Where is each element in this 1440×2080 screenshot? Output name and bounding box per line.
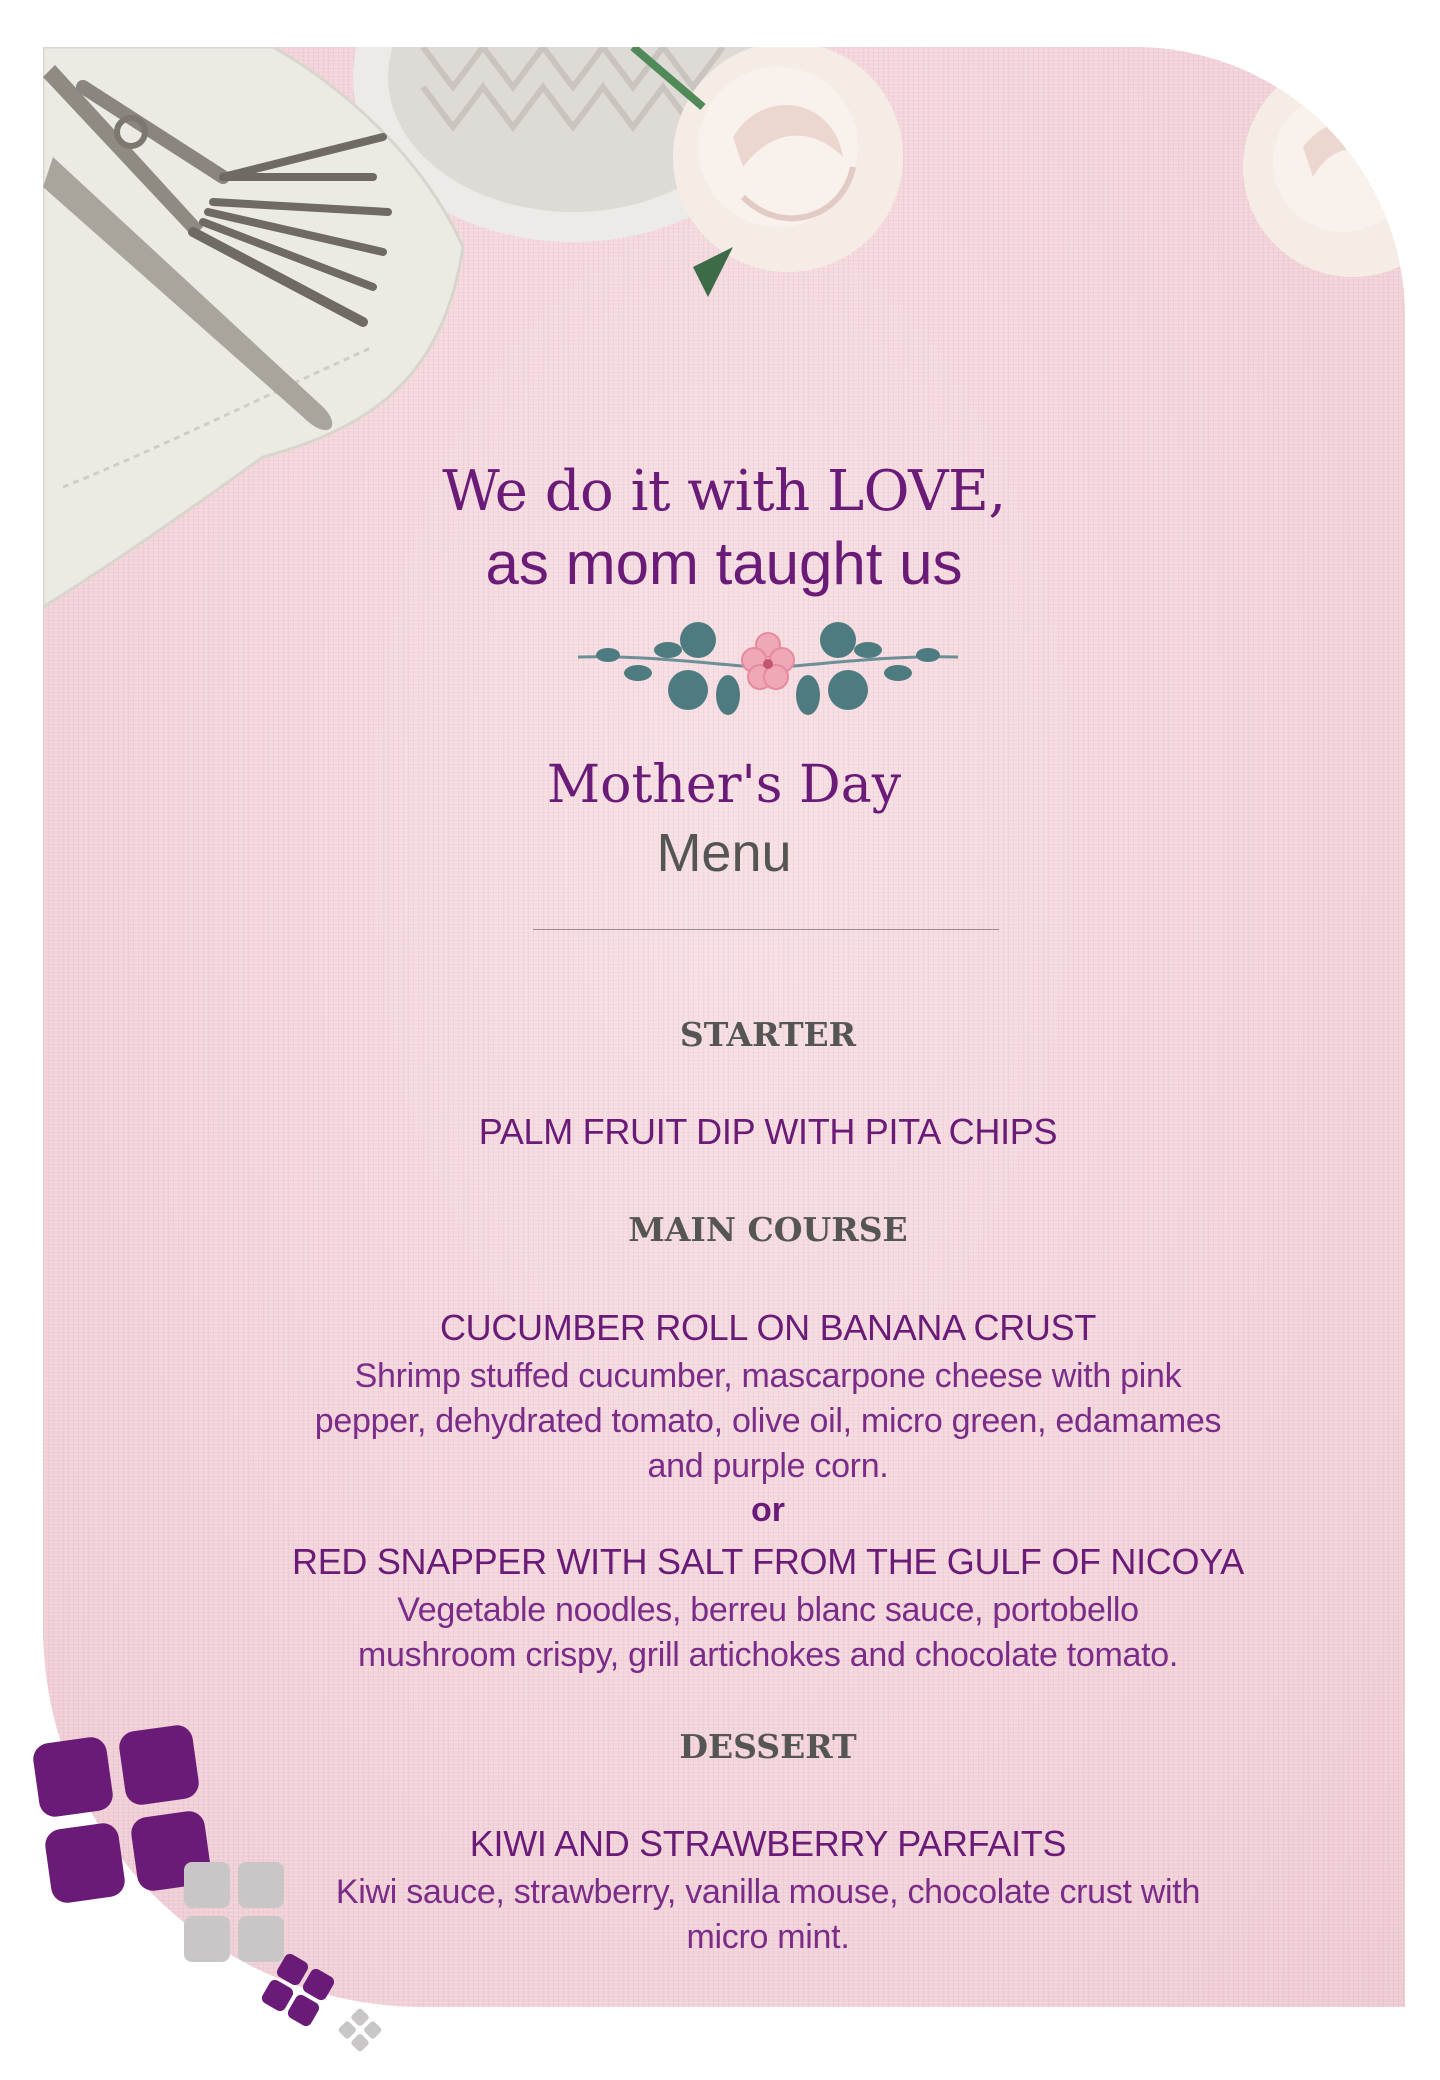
section-heading-dessert: DESSERT — [679, 1727, 857, 1766]
dish-dessert: KIWI AND STRAWBERRY PARFAITS — [469, 1823, 1067, 1864]
title-mothers-day: Mother's Day — [546, 755, 902, 815]
dish-main-2: RED SNAPPER WITH SALT FROM THE GULF OF NICOYA — [292, 1541, 1244, 1582]
dish-starter: PALM FRUIT DIP WITH PITA CHIPS — [478, 1111, 1058, 1152]
dish-main-2-desc-1: Vegetable noodles, berreu blanc sauce, portobello — [397, 1591, 1139, 1629]
eucalyptus-flourish-icon — [568, 615, 968, 725]
section-heading-main: MAIN COURSE — [628, 1210, 908, 1249]
dish-main-1-desc-1: Shrimp stuffed cucumber, mascarpone cheese with pink — [354, 1357, 1182, 1395]
or-separator: or — [751, 1491, 785, 1529]
flower-squares-icon — [0, 0, 420, 2080]
dish-dessert-desc-1: Kiwi sauce, strawberry, vanilla mouse, chocolate crust with — [335, 1873, 1201, 1911]
headline-love: We do it with LOVE, — [442, 459, 1006, 524]
dish-main-1-desc-2: pepper, dehydrated tomato, olive oil, micro green, edamames — [314, 1402, 1222, 1440]
dish-main-2-desc-2: mushroom crispy, grill artichokes and chocolate tomato. — [357, 1636, 1178, 1674]
dish-main-1-desc-3: and purple corn. — [647, 1447, 889, 1485]
section-heading-starter: STARTER — [679, 1015, 857, 1054]
headline-mom: as mom taught us — [485, 530, 963, 597]
rose-icon — [633, 47, 1405, 297]
title-menu: Menu — [656, 823, 792, 883]
dish-dessert-desc-2: micro mint. — [686, 1918, 850, 1956]
divider — [533, 929, 999, 930]
dish-main-1: CUCUMBER ROLL ON BANANA CRUST — [439, 1307, 1097, 1348]
